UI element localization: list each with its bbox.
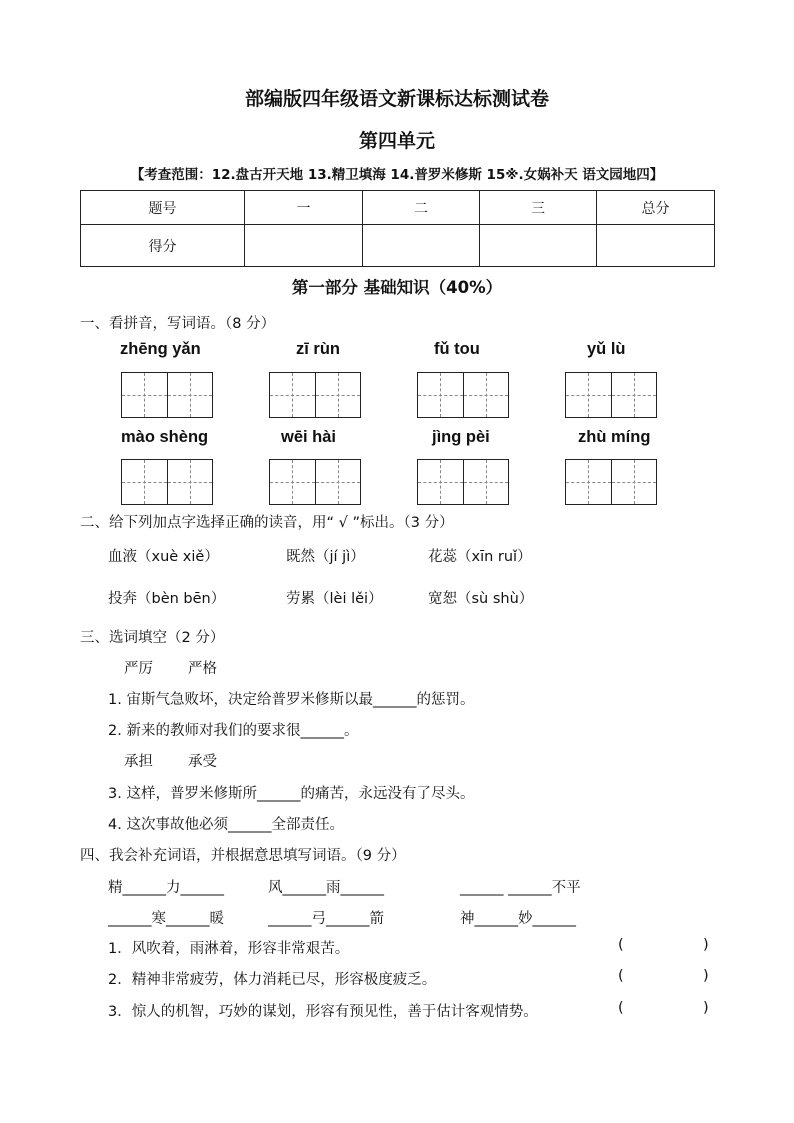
pinyin-label: mào shèng <box>121 428 209 446</box>
tianzige-box[interactable] <box>417 459 509 505</box>
fill-sentence[interactable]: 2. 新来的教师对我们的要求很______。 <box>108 723 359 739</box>
pinyin-label: jìng pèi <box>432 428 490 446</box>
fill-sentence[interactable]: 4. 这次事故他必须______全部责任。 <box>108 817 344 833</box>
score-table <box>80 190 715 267</box>
score-cell[interactable] <box>363 225 480 267</box>
score-table-header: 二 <box>363 191 480 225</box>
score-table-score-row <box>81 225 715 267</box>
idiom-blank[interactable]: 风______雨______ <box>268 880 384 896</box>
answer-paren-open[interactable]: ( <box>618 937 624 953</box>
pinyin-label: fǔ tou <box>434 340 480 358</box>
q1-title: 一、看拼音，写词语。（8 分） <box>80 316 276 332</box>
tianzige-box[interactable] <box>417 372 509 418</box>
word-choice: 承担 <box>124 754 153 770</box>
fill-sentence[interactable]: 3. 这样，普罗米修斯所______的痛苦，永远没有了尽头。 <box>108 786 475 802</box>
fill-sentence[interactable]: 1. 宙斯气急败坏，决定给普罗米修斯以最______的惩罚。 <box>108 692 475 708</box>
score-table-header: 三 <box>480 191 597 225</box>
score-cell[interactable] <box>480 225 597 267</box>
definition-item: 3．惊人的机智，巧妙的谋划，形容有预见性，善于估计客观情势。 <box>108 1004 538 1020</box>
definition-item: 1．风吹着，雨淋着，形容非常艰苦。 <box>108 941 350 957</box>
answer-paren-close[interactable]: ) <box>703 937 709 953</box>
reading-choice-item[interactable]: 劳累（lèi lěi） <box>286 591 383 607</box>
pinyin-label: yǔ lù <box>587 340 626 358</box>
idiom-blank[interactable]: 精______力______ <box>108 880 224 896</box>
score-table-header-row <box>81 191 715 225</box>
answer-paren-open[interactable]: ( <box>618 1000 624 1016</box>
pinyin-label: zhēng yǎn <box>120 340 201 358</box>
tianzige-box[interactable] <box>269 372 361 418</box>
unit-title: 第四单元 <box>358 130 435 152</box>
tianzige-box[interactable] <box>121 372 213 418</box>
part1-title: 第一部分 基础知识（40%） <box>291 278 503 297</box>
answer-paren-open[interactable]: ( <box>618 968 624 984</box>
score-table-header: 一 <box>245 191 363 225</box>
exam-scope: 【考查范围：12.盘古开天地 13.精卫填海 14.普罗米修斯 15※.女娲补天 语文园地四】 <box>130 167 664 183</box>
score-table-header: 总分 <box>597 191 715 225</box>
idiom-blank[interactable]: ______弓______箭 <box>268 911 384 927</box>
reading-choice-item[interactable]: 血液（xuè xiě） <box>108 549 219 565</box>
answer-paren-close[interactable]: ) <box>703 1000 709 1016</box>
idiom-blank[interactable]: 神______妙______ <box>460 911 576 927</box>
exam-title: 部编版四年级语文新课标达标测试卷 <box>244 88 549 110</box>
score-row-label: 得分 <box>81 225 245 267</box>
q4-title: 四、我会补充词语，并根据意思填写词语。（9 分） <box>80 848 406 864</box>
word-choice: 严厉 <box>124 661 153 677</box>
idiom-blank[interactable]: ______ ______不平 <box>460 880 581 896</box>
word-choice: 承受 <box>188 754 217 770</box>
reading-choice-item[interactable]: 宽恕（sù shù） <box>428 591 534 607</box>
idiom-blank[interactable]: ______寒______暖 <box>108 911 224 927</box>
score-table-header: 题号 <box>81 191 245 225</box>
pinyin-label: zī rùn <box>296 340 340 358</box>
score-cell[interactable] <box>245 225 363 267</box>
score-cell[interactable] <box>597 225 715 267</box>
tianzige-box[interactable] <box>565 372 657 418</box>
pinyin-label: zhù míng <box>578 428 651 446</box>
tianzige-box[interactable] <box>565 459 657 505</box>
tianzige-box[interactable] <box>269 459 361 505</box>
definition-item: 2．精神非常疲劳，体力消耗已尽，形容极度疲乏。 <box>108 972 437 988</box>
answer-paren-close[interactable]: ) <box>703 968 709 984</box>
word-choice: 严格 <box>188 661 217 677</box>
reading-choice-item[interactable]: 投奔（bèn bēn） <box>108 591 226 607</box>
tianzige-box[interactable] <box>121 459 213 505</box>
reading-choice-item[interactable]: 既然（jí jì） <box>286 549 365 565</box>
q3-title: 三、选词填空（2 分） <box>80 630 225 646</box>
pinyin-label: wēi hài <box>281 428 337 446</box>
q2-title: 二、给下列加点字选择正确的读音，用“ √ ”标出。（3 分） <box>80 515 454 531</box>
reading-choice-item[interactable]: 花蕊（xīn ruǐ） <box>428 549 532 565</box>
